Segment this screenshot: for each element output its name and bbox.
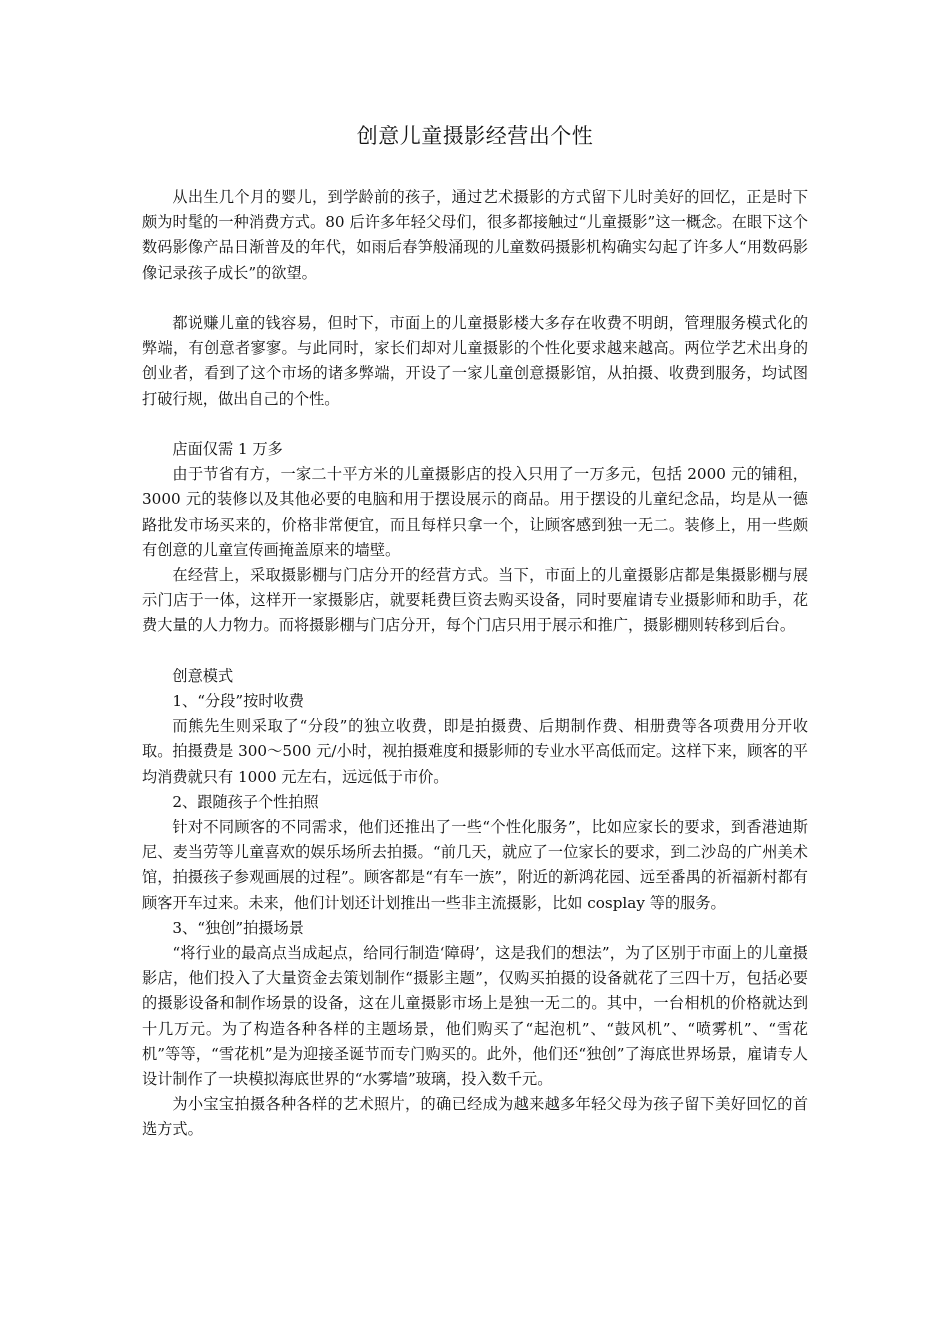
subheading-segmented-fees: 1、“分段”按时收费 [172, 692, 304, 711]
paragraph-conclusion: 为小宝宝拍摄各种各样的艺术照片，的确已经成为越来越多年轻父母为孩子留下美好回忆的首选方式。 [142, 1095, 808, 1139]
paragraph-intro: 从出生几个月的婴儿，到学龄前的孩子，通过艺术摄影的方式留下儿时美好的回忆，正是时下颇为时髦的一种消费方式。80 后许多年轻父母们，很多都接触过“儿童摄影”这一概念。在眼下这个数码影像产品日渐普及的年代，如雨后春笋般涌现的儿童数码摄影机构确实勾起了许多人“用数码影像记录孩子成长”的欲望。 [142, 188, 808, 282]
subheading-personalized-shoot: 2、跟随孩子个性拍照 [172, 792, 319, 811]
paragraph-personalized-shoot: 针对不同顾客的不同需求，他们还推出了一些“个性化服务”，比如应家长的要求，到香港迪斯尼、麦当劳等儿童喜欢的娱乐场所去拍摄。“前几天，就应了一位家长的要求，到二沙岛的广州美术馆，拍摄孩子参观画展的过程”。顾客都是“有车一族”，附近的新鸿花园、远至番禺的祈福新村都有顾客开车过来。未来，他们计划还计划推出一些非主流摄影，比如 cosplay 等的服务。 [142, 818, 808, 912]
section-heading-creative-mode: 创意模式 [172, 666, 234, 685]
document-title: 创意儿童摄影经营出个性 [356, 124, 594, 148]
paragraph-background: 都说赚儿童的钱容易，但时下，市面上的儿童摄影楼大多存在收费不明朗，管理服务模式化的弊端，有创意者寥寥。与此同时，家长们却对儿童摄影的个性化要求越来越高。两位学艺术出身的创业者，看到了这个市场的诸多弊端，开设了一家儿童创意摄影馆，从拍摄、收费到服务，均试图打破行规，做出自己的个性。 [142, 314, 808, 408]
paragraph-original-scenes: “将行业的最高点当成起点，给同行制造‘障碍’，这是我们的想法”，为了区别于市面上的儿童摄影店，他们投入了大量资金去策划制作“摄影主题”，仅购买拍摄的设备就花了三四十万，包括必要的摄影设备和制作场景的设备，这在儿童摄影市场上是独一无二的。其中，一台相机的价格就达到十几万元。为了构造各种各样的主题场景，他们购买了“起泡机”、“鼓风机”、“喷雾机”、“雪花机”等等，“雪花机”是为迎接圣诞节而专门购买的。此外，他们还“独创”了海底世界场景，雇请专人设计制作了一块模拟海底世界的“水雾墙”玻璃，投入数千元。 [142, 944, 808, 1089]
document-body [142, 185, 808, 1143]
paragraph-storefront-cost: 由于节省有方，一家二十平方米的儿童摄影店的投入只用了一万多元，包括 2000 元的铺租，3000 元的装修以及其他必要的电脑和用于摆设展示的商品。用于摆设的儿童纪念品，均是从一德路批发市场买来的，价格非常便宜，而且每样只拿一个，让顾客感到独一无二。装修上，用一些颇有创意的儿童宣传画掩盖原来的墙壁。 [142, 465, 808, 559]
paragraph-operation: 在经营上，采取摄影棚与门店分开的经营方式。当下，市面上的儿童摄影店都是集摄影棚与展示门店于一体，这样开一家摄影店，就要耗费巨资去购买设备，同时要雇请专业摄影师和助手，花费大量的人力物力。而将摄影棚与门店分开，每个门店只用于展示和推广，摄影棚则转移到后台。 [142, 566, 808, 635]
paragraph-segmented-fees: 而熊先生则采取了“分段”的独立收费，即是拍摄费、后期制作费、相册费等各项费用分开收取。拍摄费是 300～500 元/小时，视拍摄难度和摄影师的专业水平高低而定。这样下来，顾客的平均消费就只有 1000 元左右，远远低于市价。 [142, 717, 808, 786]
subheading-original-scenes: 3、“独创”拍摄场景 [172, 918, 304, 937]
section-heading-storefront: 店面仅需 1 万多 [172, 440, 283, 458]
